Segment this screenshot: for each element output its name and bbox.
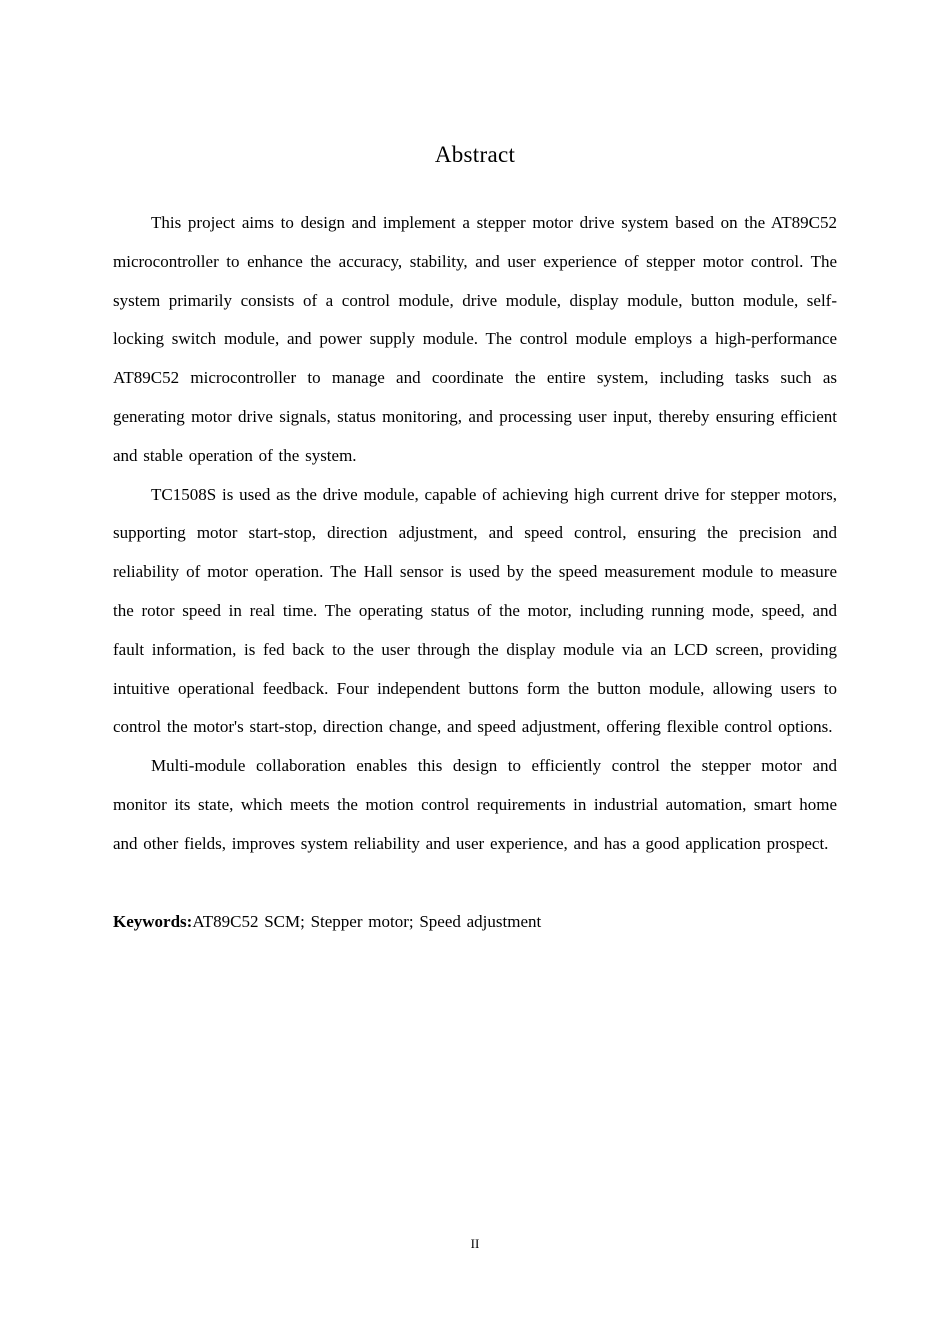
keywords-text: AT89C52 SCM; Stepper motor; Speed adjustment: [192, 911, 542, 931]
abstract-body: [0, 204, 950, 941]
page-number: II: [470, 1236, 480, 1251]
paragraph-modules: TC1508S is used as the drive module, capable of achieving high current drive for stepper motors, supporting motor start-stop, direction adjustment, and speed control, ensuring the precision and reliability of motor operation. The Hall sensor is used by the speed measurement module to measure the rotor speed in real time. The operating status of the motor, including running mode, speed, and fault information, is fed back to the user through the display module via an LCD screen, providing intuitive operational feedback. Four independent buttons form the button module, allowing users to control the motor's start-stop, direction change, and speed adjustment, offering flexible control options.: [113, 484, 837, 737]
keywords-label: Keywords:: [113, 911, 193, 931]
page-title: Abstract: [434, 142, 516, 167]
paragraph-overview: This project aims to design and implement a stepper motor drive system based on the AT89C52 microcontroller to enhance the accuracy, stability, and user experience of stepper motor control. The system primarily consists of a control module, drive module, display module, button module, self-locking switch module, and power supply module. The control module employs a high-performance AT89C52 microcontroller to manage and coordinate the entire system, including tasks such as generating motor drive signals, status monitoring, and processing user input, thereby ensuring efficient and stable operation of the system.: [113, 213, 837, 465]
keywords-line: [113, 903, 837, 942]
paragraph-conclusion: Multi-module collaboration enables this design to efficiently control the stepper motor and monitor its state, which meets the motion control requirements in industrial automation, smart home and other fields, improves system reliability and user experience, and has a good application prospect.: [113, 756, 837, 853]
